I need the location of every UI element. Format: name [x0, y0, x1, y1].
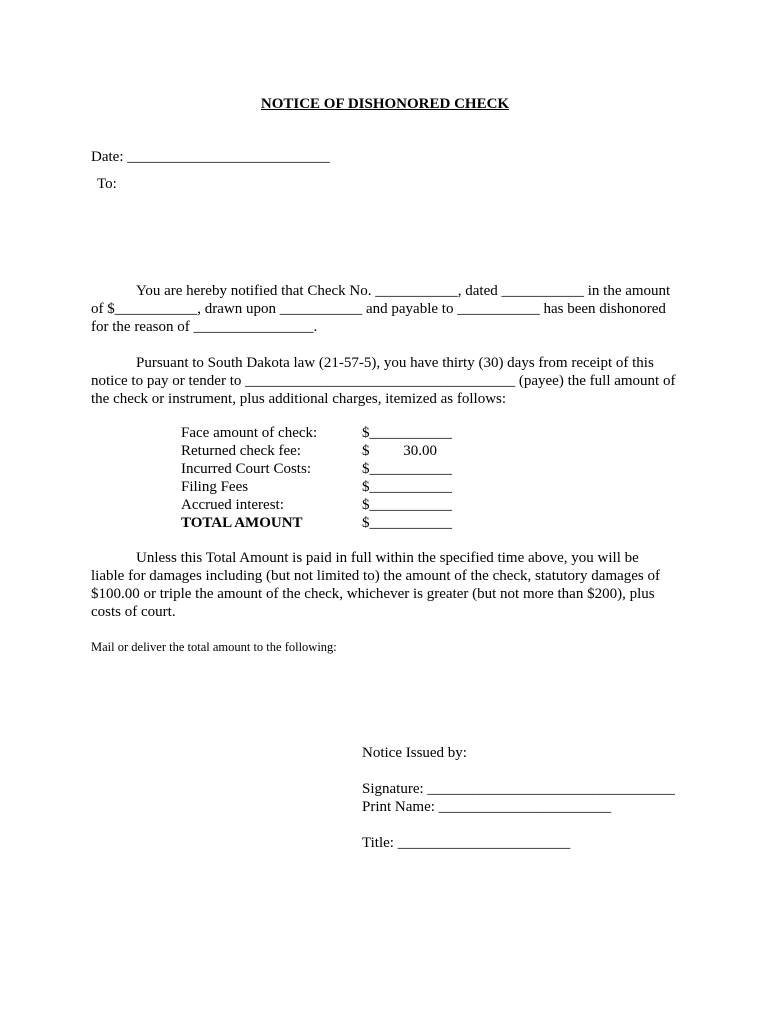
issued-by-label: Notice Issued by:: [362, 745, 467, 761]
charge-label: Face amount of check:: [181, 425, 318, 441]
law-line-2: notice to pay or tender to ____________________________________ (payee) the full amount of: [91, 373, 676, 389]
signature-field: Signature: _________________________________: [362, 781, 675, 797]
total-label: TOTAL AMOUNT: [181, 515, 303, 531]
law-line-3: the check or instrument, plus additional charges, itemized as follows:: [91, 391, 507, 407]
damages-line-1: Unless this Total Amount is paid in full within the specified time above, you will be: [136, 550, 639, 566]
charge-label: Filing Fees: [181, 479, 249, 495]
damages-line-4: costs of court.: [91, 604, 176, 620]
notice-line-1: You are hereby notified that Check No. ___________, dated ___________ in the amount: [136, 283, 671, 299]
notice-line-2: of $___________, drawn upon ___________ and payable to ___________ has been dishonored: [91, 301, 666, 317]
charge-amount: $___________: [362, 479, 452, 495]
charge-amount: $ 30.00: [362, 443, 437, 459]
damages-paragraph: [91, 549, 680, 621]
charge-amount: $___________: [362, 497, 452, 513]
notice-line-3: for the reason of ________________.: [91, 319, 318, 335]
charge-amount: $___________: [362, 461, 452, 477]
title-field: Title: _______________________: [362, 835, 571, 851]
damages-line-2: liable for damages including (but not limited to) the amount of the check, statutory damages of: [91, 568, 661, 584]
date-field: Date: ___________________________: [91, 149, 330, 165]
notice-paragraph: [91, 282, 680, 336]
law-line-1: Pursuant to South Dakota law (21-57-5), you have thirty (30) days from receipt of this: [136, 355, 654, 371]
damages-line-3: $100.00 or triple the amount of the check, whichever is greater (but not more than $200), plus: [91, 586, 655, 602]
charge-label: Accrued interest:: [181, 497, 284, 513]
charge-amount: $___________: [362, 425, 452, 441]
charge-label: Returned check fee:: [181, 443, 301, 459]
law-paragraph: [91, 354, 680, 408]
mail-instruction: Mail or deliver the total amount to the following:: [91, 640, 337, 654]
document-title: NOTICE OF DISHONORED CHECK: [260, 96, 510, 112]
print-name-field: Print Name: _______________________: [362, 799, 612, 815]
to-label: To:: [97, 176, 117, 192]
total-amount: $___________: [362, 515, 452, 531]
charge-label: Incurred Court Costs:: [181, 461, 311, 477]
